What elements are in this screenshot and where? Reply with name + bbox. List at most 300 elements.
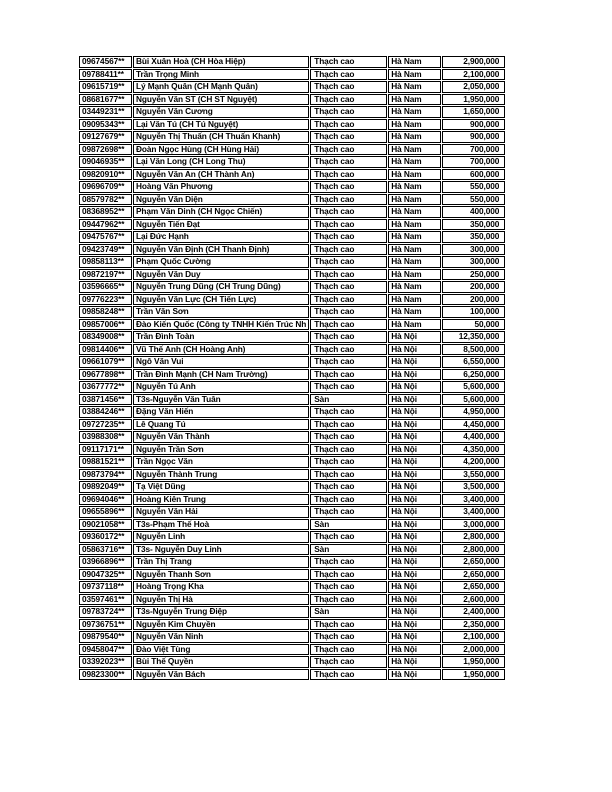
region-cell: Hà Nội xyxy=(388,369,441,381)
table-row xyxy=(79,469,505,481)
name-cell: Nguyễn Trung Dũng (CH Trung Dũng) xyxy=(133,281,309,293)
name-cell: Hoàng Kiên Trung xyxy=(133,494,309,506)
amount-cell: 4,350,000 xyxy=(442,444,505,456)
phone-cell: 09117171** xyxy=(79,444,132,456)
amount-cell: 2,600,000 xyxy=(442,594,505,606)
name-cell: Lại Văn Tú (CH Tú Nguyệt) xyxy=(133,119,309,131)
payout-table xyxy=(78,55,506,681)
table-row xyxy=(79,431,505,443)
phone-cell: 03449231** xyxy=(79,106,132,118)
product-cell: Thạch cao xyxy=(310,381,387,393)
product-cell: Thạch cao xyxy=(310,181,387,193)
product-cell: Thạch cao xyxy=(310,556,387,568)
table-row xyxy=(79,644,505,656)
table-row xyxy=(79,231,505,243)
phone-cell: 09615719** xyxy=(79,81,132,93)
region-cell: Hà Nam xyxy=(388,106,441,118)
table-row xyxy=(79,606,505,618)
name-cell: Lại Đức Hạnh xyxy=(133,231,309,243)
region-cell: Hà Nam xyxy=(388,206,441,218)
name-cell: Nguyễn Kim Chuyền xyxy=(133,619,309,631)
product-cell: Thạch cao xyxy=(310,131,387,143)
name-cell: Vũ Thế Anh (CH Hoàng Anh) xyxy=(133,344,309,356)
product-cell: Thạch cao xyxy=(310,531,387,543)
table-row xyxy=(79,281,505,293)
table-row xyxy=(79,594,505,606)
phone-cell: 09737118** xyxy=(79,581,132,593)
phone-cell: 09820910** xyxy=(79,169,132,181)
table-row xyxy=(79,481,505,493)
amount-cell: 900,000 xyxy=(442,131,505,143)
product-cell: Thạch cao xyxy=(310,194,387,206)
table-row xyxy=(79,106,505,118)
payout-table-body xyxy=(79,56,505,680)
phone-cell: 09783724** xyxy=(79,606,132,618)
region-cell: Hà Nội xyxy=(388,644,441,656)
name-cell: Trần Trọng Minh xyxy=(133,69,309,81)
amount-cell: 600,000 xyxy=(442,169,505,181)
region-cell: Hà Nội xyxy=(388,419,441,431)
table-row xyxy=(79,144,505,156)
product-cell: Thạch cao xyxy=(310,319,387,331)
amount-cell: 100,000 xyxy=(442,306,505,318)
table-row xyxy=(79,406,505,418)
product-cell: Thạch cao xyxy=(310,444,387,456)
amount-cell: 2,650,000 xyxy=(442,581,505,593)
name-cell: Đào Kiến Quốc (Công ty TNHH Kiến Trúc Nh xyxy=(133,319,309,331)
table-row xyxy=(79,544,505,556)
phone-cell: 09694046** xyxy=(79,494,132,506)
amount-cell: 2,000,000 xyxy=(442,644,505,656)
table-row xyxy=(79,294,505,306)
phone-cell: 08579782** xyxy=(79,194,132,206)
region-cell: Hà Nội xyxy=(388,394,441,406)
amount-cell: 200,000 xyxy=(442,294,505,306)
phone-cell: 03871456** xyxy=(79,394,132,406)
amount-cell: 400,000 xyxy=(442,206,505,218)
product-cell: Thạch cao xyxy=(310,644,387,656)
product-cell: Thạch cao xyxy=(310,81,387,93)
phone-cell: 09858248** xyxy=(79,306,132,318)
region-cell: Hà Nam xyxy=(388,269,441,281)
region-cell: Hà Nội xyxy=(388,581,441,593)
product-cell: Thạch cao xyxy=(310,656,387,668)
region-cell: Hà Nội xyxy=(388,669,441,681)
table-row xyxy=(79,69,505,81)
product-cell: Thạch cao xyxy=(310,206,387,218)
phone-cell: 09776223** xyxy=(79,294,132,306)
region-cell: Hà Nội xyxy=(388,631,441,643)
table-row xyxy=(79,506,505,518)
name-cell: Nguyễn Văn Lực (CH Tiến Lực) xyxy=(133,294,309,306)
region-cell: Hà Nam xyxy=(388,244,441,256)
product-cell: Thạch cao xyxy=(310,569,387,581)
product-cell: Sàn xyxy=(310,606,387,618)
table-row xyxy=(79,94,505,106)
amount-cell: 2,400,000 xyxy=(442,606,505,618)
amount-cell: 6,250,000 xyxy=(442,369,505,381)
name-cell: Lê Quang Tú xyxy=(133,419,309,431)
name-cell: T3s-Nguyễn Trung Điệp xyxy=(133,606,309,618)
amount-cell: 3,550,000 xyxy=(442,469,505,481)
phone-cell: 09814406** xyxy=(79,344,132,356)
table-row xyxy=(79,306,505,318)
phone-cell: 09873794** xyxy=(79,469,132,481)
name-cell: Nguyễn Văn An (CH Thành An) xyxy=(133,169,309,181)
region-cell: Hà Nam xyxy=(388,81,441,93)
amount-cell: 5,600,000 xyxy=(442,381,505,393)
region-cell: Hà Nam xyxy=(388,231,441,243)
name-cell: Nguyễn Thị Thuấn (CH Thuấn Khanh) xyxy=(133,131,309,143)
name-cell: Nguyễn Văn Bách xyxy=(133,669,309,681)
name-cell: Nguyễn Thanh Sơn xyxy=(133,569,309,581)
region-cell: Hà Nội xyxy=(388,481,441,493)
region-cell: Hà Nam xyxy=(388,56,441,68)
name-cell: Nguyễn Văn Ninh xyxy=(133,631,309,643)
region-cell: Hà Nam xyxy=(388,256,441,268)
product-cell: Thạch cao xyxy=(310,306,387,318)
table-row xyxy=(79,369,505,381)
amount-cell: 700,000 xyxy=(442,156,505,168)
table-row xyxy=(79,81,505,93)
phone-cell: 08349008** xyxy=(79,331,132,343)
region-cell: Hà Nội xyxy=(388,331,441,343)
phone-cell: 03884246** xyxy=(79,406,132,418)
name-cell: Trần Thị Trang xyxy=(133,556,309,568)
amount-cell: 350,000 xyxy=(442,219,505,231)
name-cell: Nguyễn Văn Thành xyxy=(133,431,309,443)
table-row xyxy=(79,669,505,681)
product-cell: Thạch cao xyxy=(310,419,387,431)
amount-cell: 2,100,000 xyxy=(442,631,505,643)
product-cell: Sàn xyxy=(310,519,387,531)
amount-cell: 2,350,000 xyxy=(442,619,505,631)
region-cell: Hà Nội xyxy=(388,556,441,568)
phone-cell: 03966896** xyxy=(79,556,132,568)
phone-cell: 09458047** xyxy=(79,644,132,656)
table-row xyxy=(79,656,505,668)
table-row xyxy=(79,156,505,168)
region-cell: Hà Nội xyxy=(388,594,441,606)
region-cell: Hà Nam xyxy=(388,94,441,106)
name-cell: Bùi Thế Quyền xyxy=(133,656,309,668)
phone-cell: 09788411** xyxy=(79,69,132,81)
product-cell: Thạch cao xyxy=(310,281,387,293)
phone-cell: 09475767** xyxy=(79,231,132,243)
region-cell: Hà Nam xyxy=(388,69,441,81)
phone-cell: 09696709** xyxy=(79,181,132,193)
region-cell: Hà Nội xyxy=(388,431,441,443)
phone-cell: 09677898** xyxy=(79,369,132,381)
product-cell: Thạch cao xyxy=(310,481,387,493)
product-cell: Thạch cao xyxy=(310,494,387,506)
name-cell: Nguyễn Văn Cương xyxy=(133,106,309,118)
name-cell: T3s-Nguyễn Văn Tuân xyxy=(133,394,309,406)
table-row xyxy=(79,319,505,331)
product-cell: Thạch cao xyxy=(310,69,387,81)
amount-cell: 300,000 xyxy=(442,256,505,268)
phone-cell: 09736751** xyxy=(79,619,132,631)
amount-cell: 300,000 xyxy=(442,244,505,256)
table-row xyxy=(79,219,505,231)
region-cell: Hà Nội xyxy=(388,456,441,468)
phone-cell: 09661079** xyxy=(79,356,132,368)
region-cell: Hà Nam xyxy=(388,181,441,193)
region-cell: Hà Nam xyxy=(388,119,441,131)
amount-cell: 3,400,000 xyxy=(442,494,505,506)
product-cell: Thạch cao xyxy=(310,619,387,631)
phone-cell: 09447962** xyxy=(79,219,132,231)
product-cell: Thạch cao xyxy=(310,406,387,418)
name-cell: Nguyễn Thị Hà xyxy=(133,594,309,606)
phone-cell: 09021058** xyxy=(79,519,132,531)
phone-cell: 03392023** xyxy=(79,656,132,668)
region-cell: Hà Nam xyxy=(388,306,441,318)
table-row xyxy=(79,244,505,256)
amount-cell: 2,100,000 xyxy=(442,69,505,81)
table-row xyxy=(79,269,505,281)
table-row xyxy=(79,619,505,631)
name-cell: Nguyễn Thành Trung xyxy=(133,469,309,481)
product-cell: Thạch cao xyxy=(310,456,387,468)
name-cell: Nguyễn Văn Diện xyxy=(133,194,309,206)
phone-cell: 09881521** xyxy=(79,456,132,468)
name-cell: Đặng Văn Hiến xyxy=(133,406,309,418)
product-cell: Thạch cao xyxy=(310,581,387,593)
region-cell: Hà Nội xyxy=(388,506,441,518)
product-cell: Thạch cao xyxy=(310,356,387,368)
name-cell: Phạm Văn Dinh (CH Ngọc Chiến) xyxy=(133,206,309,218)
product-cell: Thạch cao xyxy=(310,344,387,356)
product-cell: Thạch cao xyxy=(310,256,387,268)
phone-cell: 03988308** xyxy=(79,431,132,443)
region-cell: Hà Nội xyxy=(388,656,441,668)
product-cell: Thạch cao xyxy=(310,144,387,156)
product-cell: Thạch cao xyxy=(310,294,387,306)
phone-cell: 09872698** xyxy=(79,144,132,156)
name-cell: Bùi Xuân Hoà (CH Hòa Hiệp) xyxy=(133,56,309,68)
product-cell: Thạch cao xyxy=(310,469,387,481)
table-row xyxy=(79,444,505,456)
table-row xyxy=(79,356,505,368)
phone-cell: 09046935** xyxy=(79,156,132,168)
table-row xyxy=(79,419,505,431)
phone-cell: 09360172** xyxy=(79,531,132,543)
phone-cell: 05863716** xyxy=(79,544,132,556)
region-cell: Hà Nam xyxy=(388,131,441,143)
phone-cell: 09095343** xyxy=(79,119,132,131)
phone-cell: 09423749** xyxy=(79,244,132,256)
amount-cell: 550,000 xyxy=(442,194,505,206)
table-row xyxy=(79,581,505,593)
product-cell: Thạch cao xyxy=(310,244,387,256)
name-cell: T3s-Phạm Thế Hoà xyxy=(133,519,309,531)
amount-cell: 4,950,000 xyxy=(442,406,505,418)
product-cell: Thạch cao xyxy=(310,94,387,106)
amount-cell: 3,000,000 xyxy=(442,519,505,531)
phone-cell: 09857006** xyxy=(79,319,132,331)
phone-cell: 09823300** xyxy=(79,669,132,681)
table-row xyxy=(79,381,505,393)
table-row xyxy=(79,194,505,206)
amount-cell: 4,450,000 xyxy=(442,419,505,431)
phone-cell: 08681677** xyxy=(79,94,132,106)
name-cell: Nguyễn Trần Sơn xyxy=(133,444,309,456)
amount-cell: 1,950,000 xyxy=(442,94,505,106)
table-row xyxy=(79,631,505,643)
region-cell: Hà Nam xyxy=(388,144,441,156)
name-cell: Lý Mạnh Quân (CH Mạnh Quân) xyxy=(133,81,309,93)
name-cell: Nguyễn Linh xyxy=(133,531,309,543)
table-row xyxy=(79,206,505,218)
product-cell: Sàn xyxy=(310,544,387,556)
name-cell: Nguyễn Tú Anh xyxy=(133,381,309,393)
name-cell: T3s- Nguyễn Duy Linh xyxy=(133,544,309,556)
amount-cell: 350,000 xyxy=(442,231,505,243)
amount-cell: 2,050,000 xyxy=(442,81,505,93)
name-cell: Nguyễn Văn Định (CH Thanh Định) xyxy=(133,244,309,256)
table-row xyxy=(79,119,505,131)
region-cell: Hà Nam xyxy=(388,169,441,181)
region-cell: Hà Nội xyxy=(388,569,441,581)
region-cell: Hà Nội xyxy=(388,619,441,631)
amount-cell: 900,000 xyxy=(442,119,505,131)
product-cell: Thạch cao xyxy=(310,231,387,243)
amount-cell: 2,650,000 xyxy=(442,556,505,568)
table-row xyxy=(79,331,505,343)
product-cell: Thạch cao xyxy=(310,106,387,118)
phone-cell: 08368952** xyxy=(79,206,132,218)
amount-cell: 3,500,000 xyxy=(442,481,505,493)
table-row xyxy=(79,394,505,406)
region-cell: Hà Nội xyxy=(388,356,441,368)
product-cell: Thạch cao xyxy=(310,119,387,131)
name-cell: Phạm Quốc Cường xyxy=(133,256,309,268)
amount-cell: 12,350,000 xyxy=(442,331,505,343)
name-cell: Trần Đình Mạnh (CH Nam Trường) xyxy=(133,369,309,381)
amount-cell: 2,650,000 xyxy=(442,569,505,581)
amount-cell: 1,950,000 xyxy=(442,656,505,668)
amount-cell: 1,650,000 xyxy=(442,106,505,118)
phone-cell: 09127679** xyxy=(79,131,132,143)
amount-cell: 4,200,000 xyxy=(442,456,505,468)
table-row xyxy=(79,494,505,506)
name-cell: Nguyễn Văn ST (CH ST Nguyệt) xyxy=(133,94,309,106)
region-cell: Hà Nội xyxy=(388,531,441,543)
name-cell: Ngô Văn Vui xyxy=(133,356,309,368)
name-cell: Hoàng Văn Phương xyxy=(133,181,309,193)
product-cell: Thạch cao xyxy=(310,506,387,518)
product-cell: Thạch cao xyxy=(310,369,387,381)
region-cell: Hà Nội xyxy=(388,444,441,456)
phone-cell: 09674567** xyxy=(79,56,132,68)
product-cell: Thạch cao xyxy=(310,169,387,181)
table-row xyxy=(79,556,505,568)
region-cell: Hà Nội xyxy=(388,469,441,481)
phone-cell: 03677772** xyxy=(79,381,132,393)
product-cell: Thạch cao xyxy=(310,156,387,168)
name-cell: Nguyễn Văn Hải xyxy=(133,506,309,518)
region-cell: Hà Nam xyxy=(388,294,441,306)
product-cell: Thạch cao xyxy=(310,269,387,281)
region-cell: Hà Nam xyxy=(388,281,441,293)
amount-cell: 6,550,000 xyxy=(442,356,505,368)
region-cell: Hà Nội xyxy=(388,606,441,618)
phone-cell: 09892049** xyxy=(79,481,132,493)
phone-cell: 09872197** xyxy=(79,269,132,281)
region-cell: Hà Nam xyxy=(388,319,441,331)
amount-cell: 5,600,000 xyxy=(442,394,505,406)
name-cell: Tạ Việt Dũng xyxy=(133,481,309,493)
phone-cell: 09727235** xyxy=(79,419,132,431)
region-cell: Hà Nam xyxy=(388,194,441,206)
region-cell: Hà Nam xyxy=(388,219,441,231)
region-cell: Hà Nội xyxy=(388,494,441,506)
product-cell: Thạch cao xyxy=(310,594,387,606)
phone-cell: 09858113** xyxy=(79,256,132,268)
region-cell: Hà Nội xyxy=(388,544,441,556)
product-cell: Thạch cao xyxy=(310,219,387,231)
name-cell: Nguyễn Văn Duy xyxy=(133,269,309,281)
product-cell: Thạch cao xyxy=(310,631,387,643)
table-row xyxy=(79,344,505,356)
table-row xyxy=(79,131,505,143)
amount-cell: 1,950,000 xyxy=(442,669,505,681)
product-cell: Thạch cao xyxy=(310,56,387,68)
amount-cell: 50,000 xyxy=(442,319,505,331)
amount-cell: 8,500,000 xyxy=(442,344,505,356)
region-cell: Hà Nội xyxy=(388,406,441,418)
region-cell: Hà Nội xyxy=(388,344,441,356)
table-row xyxy=(79,531,505,543)
name-cell: Nguyễn Tiến Đạt xyxy=(133,219,309,231)
product-cell: Thạch cao xyxy=(310,331,387,343)
amount-cell: 550,000 xyxy=(442,181,505,193)
name-cell: Trần Đình Toàn xyxy=(133,331,309,343)
name-cell: Lại Văn Long (CH Long Thu) xyxy=(133,156,309,168)
product-cell: Thạch cao xyxy=(310,431,387,443)
name-cell: Đoàn Ngọc Hùng (CH Hùng Hải) xyxy=(133,144,309,156)
phone-cell: 03597461** xyxy=(79,594,132,606)
region-cell: Hà Nội xyxy=(388,519,441,531)
amount-cell: 2,900,000 xyxy=(442,56,505,68)
product-cell: Thạch cao xyxy=(310,669,387,681)
amount-cell: 250,000 xyxy=(442,269,505,281)
phone-cell: 03596665** xyxy=(79,281,132,293)
phone-cell: 09047325** xyxy=(79,569,132,581)
name-cell: Trần Văn Sơn xyxy=(133,306,309,318)
amount-cell: 4,400,000 xyxy=(442,431,505,443)
product-cell: Sàn xyxy=(310,394,387,406)
name-cell: Đào Việt Tùng xyxy=(133,644,309,656)
amount-cell: 200,000 xyxy=(442,281,505,293)
phone-cell: 09879540** xyxy=(79,631,132,643)
amount-cell: 700,000 xyxy=(442,144,505,156)
table-row xyxy=(79,56,505,68)
name-cell: Hoàng Trọng Kha xyxy=(133,581,309,593)
table-row xyxy=(79,169,505,181)
amount-cell: 2,800,000 xyxy=(442,531,505,543)
table-row xyxy=(79,256,505,268)
name-cell: Trần Ngọc Văn xyxy=(133,456,309,468)
table-row xyxy=(79,569,505,581)
table-row xyxy=(79,519,505,531)
amount-cell: 3,400,000 xyxy=(442,506,505,518)
region-cell: Hà Nội xyxy=(388,381,441,393)
region-cell: Hà Nam xyxy=(388,156,441,168)
table-row xyxy=(79,181,505,193)
table-row xyxy=(79,456,505,468)
